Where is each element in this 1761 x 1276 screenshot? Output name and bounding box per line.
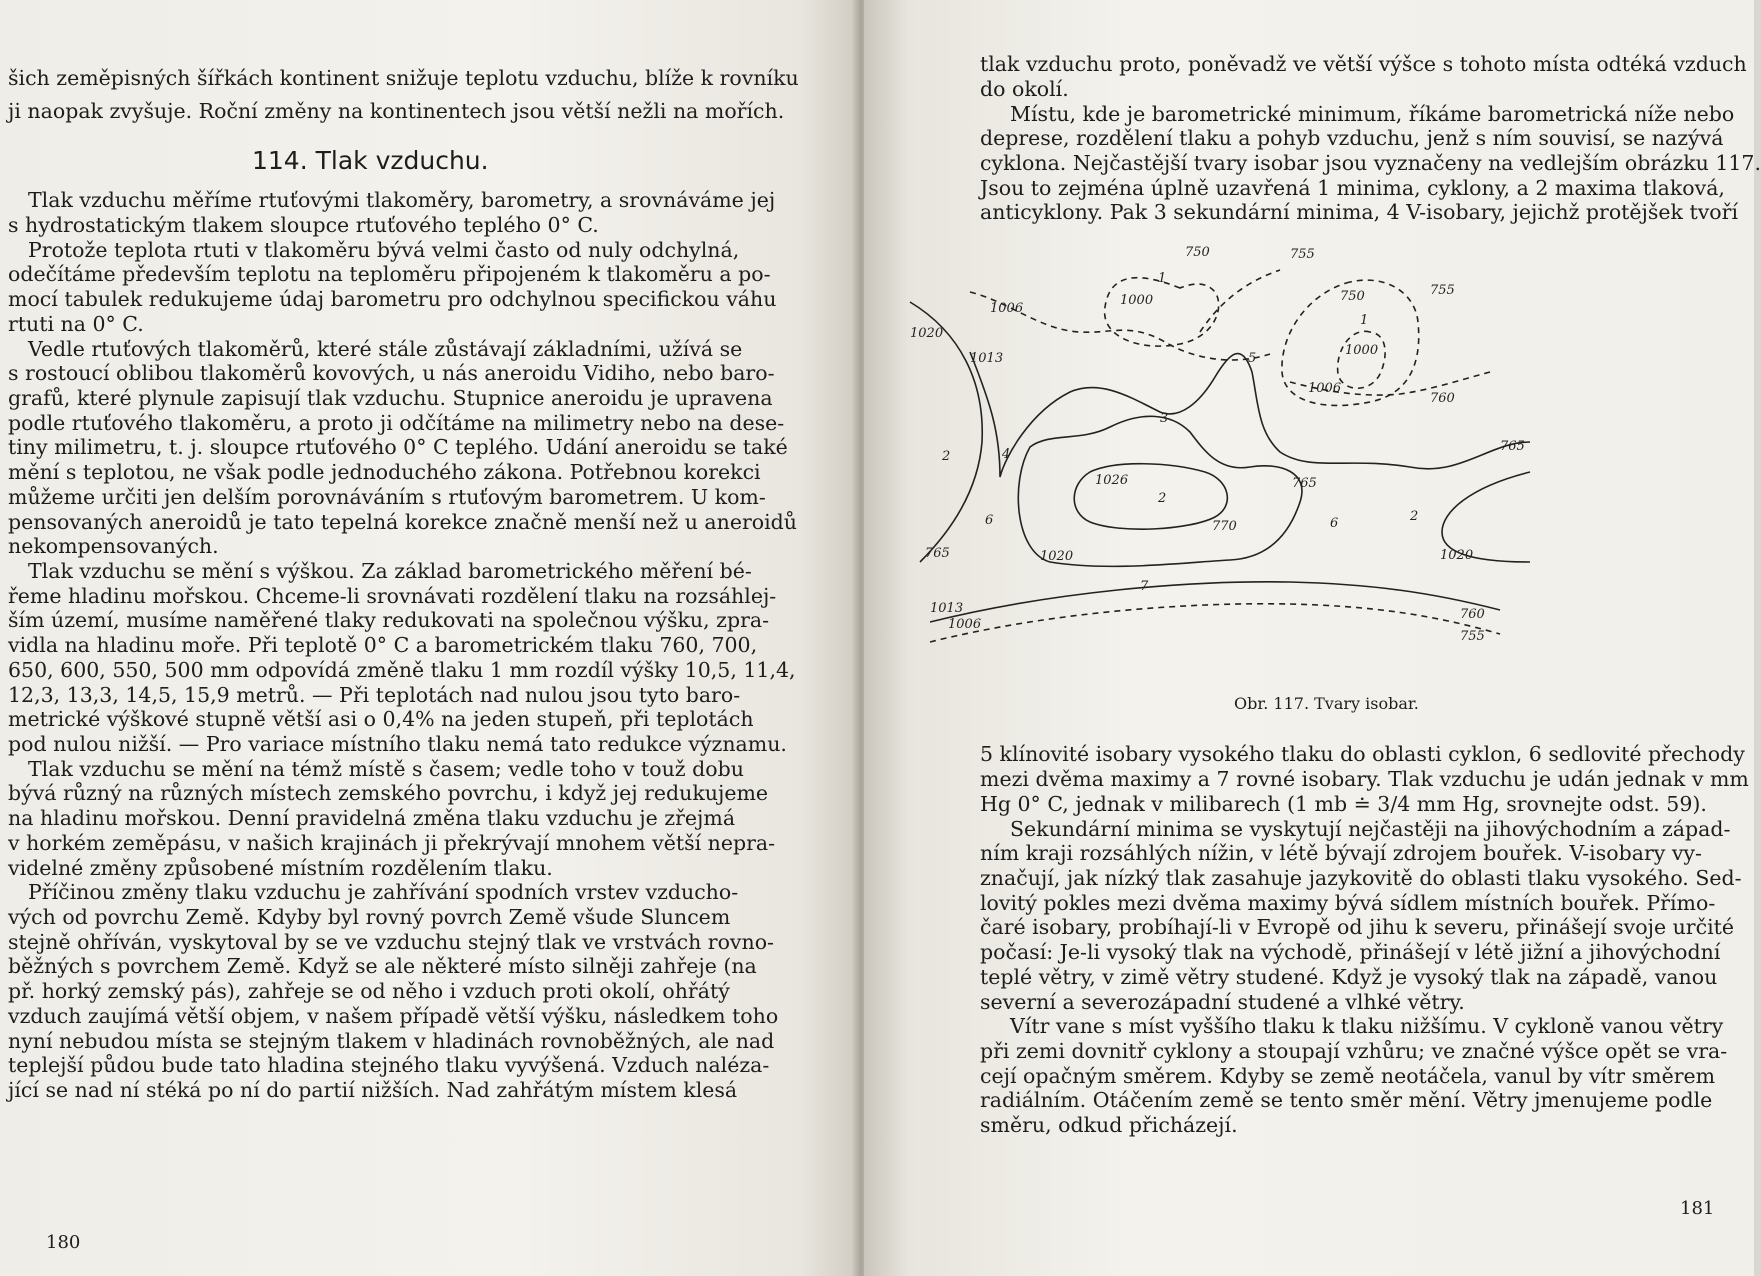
text-line: Sekundární minima se vyskytují nejčastěji na jihovýchodním a západ- [1010, 817, 1731, 841]
text-line: 650, 600, 550, 500 mm odpovídá změně tlaku 1 mm rozdíl výšky 10,5, 11,4, [8, 658, 796, 682]
text-line: směru, odkud přicházejí. [980, 1113, 1238, 1137]
text-line: tlak vzduchu proto, poněvadž ve větší výšce s tohoto místa odtéká vzduch [980, 52, 1747, 76]
text-line: deprese, rozdělení tlaku a pohyb vzduchu, jenž s ním souvisí, se nazývá [980, 126, 1724, 150]
isobar-750-right-minimum [1338, 331, 1386, 388]
text-line: mění s teplotou, ne však podle jednoduchého zákona. Potřebnou korekci [8, 460, 761, 484]
isobar-label: 4 [1002, 447, 1011, 462]
text-line: pod nulou nižší. — Pro variace místního tlaku nemá tato redukce významu. [8, 732, 787, 756]
text-line: s rostoucí oblibou tlakoměrů kovových, u nás aneroidu Vidiho, nebo baro- [8, 361, 775, 385]
isobar-label: 765 [1500, 439, 1525, 454]
isobar-label: 1006 [990, 301, 1024, 316]
isobar-label: 2 [1158, 491, 1167, 506]
text-line: s hydrostatickým tlakem sloupce rtuťového teplého 0° C. [8, 213, 599, 237]
figure-caption: Obr. 117. Tvary isobar. [1234, 694, 1419, 713]
text-line: Tlak vzduchu se mění s výškou. Za základ barometrického měření bé- [28, 559, 752, 583]
isobar-label: 760 [1460, 607, 1485, 622]
text-line: Vítr vane s míst vyššího tlaku k tlaku nižšímu. V cykloně vanou větry [1010, 1014, 1724, 1038]
text-line: ním kraji rozsáhlých nížin, v létě bývají zdrojem bouřek. V-isobary vy- [980, 841, 1702, 865]
text-line: odečítáme především teplotu na teploměru připojeném k tlakoměru a po- [8, 262, 771, 286]
isobar-label: 2 [1410, 509, 1419, 524]
text-line: při zemi dovnitř cyklony a stoupají vzhůru; ve značné výšce opět se vra- [980, 1039, 1728, 1063]
isobar-755-mid [1200, 270, 1280, 332]
isobar-label: 770 [1212, 519, 1237, 534]
isobar-label: 1020 [1040, 549, 1074, 564]
text-line: vých od povrchu Země. Kdyby byl rovný povrch Země všude Sluncem [8, 905, 731, 929]
text-line: běžných s povrchem Země. Když se ale některé místo silněji zahřeje (na [8, 954, 757, 978]
text-line: nekompensovaných. [8, 534, 219, 558]
text-line: ším území, musíme naměřené tlaky redukovati na společnou výšku, zpra- [8, 608, 770, 632]
isobar-figure [910, 245, 1710, 722]
isobar-label: 1 [1158, 271, 1167, 286]
left-page [0, 0, 860, 1276]
isobar-label: 3 [1160, 411, 1169, 426]
isobar-label: 1020 [910, 326, 944, 341]
text-line: čaré isobary, probíhají-li v Evropě od jihu k severu, přinášejí svoje určité [980, 915, 1734, 939]
text-line: severní a severozápadní studené a vlhké větry. [980, 990, 1465, 1014]
text-line: metrické výškové stupně větší asi o 0,4% na jeden stupeň, při teplotách [8, 707, 754, 731]
text-line: grafů, které plynule zapisují tlak vzduchu. Stupnice aneroidu je upravena [8, 386, 773, 410]
isobar-label: 1026 [1095, 473, 1129, 488]
text-line: lovitý pokles mezi dvěma maximy bývá sídlem místních bouřek. Přímo- [980, 891, 1716, 915]
text-line: vidla na hladinu moře. Při teplotě 0° C a barometrickém tlaku 760, 700, [8, 633, 758, 657]
text-line: pensovaných aneroidů je tato tepelná korekce značně menší než u aneroidů [8, 510, 798, 534]
isobar-label: 1006 [1308, 381, 1342, 396]
text-line: mezi dvěma maximy a 7 rovné isobary. Tlak vzduchu je udán jednak v mm [980, 767, 1749, 791]
text-line: 12,3, 13,3, 14,5, 15,9 metrů. — Při teplotách nad nulou jsou tyto baro- [8, 683, 741, 707]
isobar-label: 1020 [1440, 548, 1474, 563]
text-line: Místu, kde je barometrické minimum, říkáme barometrická níže nebo [1010, 102, 1735, 126]
text-line: značují, jak nízký tlak zasahuje jazykovitě do oblasti tlaku vysokého. Sed- [980, 866, 1742, 890]
text-line: bývá různý na různých místech zemského povrchu, i když jej redukujeme [8, 781, 769, 805]
text-line: tiny milimetru, t. j. sloupce rtuťového 0° C teplého. Udání aneroidu se také [8, 435, 788, 459]
isobar-label: 765 [1292, 476, 1317, 491]
isobar-1013-bottom [930, 582, 1500, 622]
isobar-label: 760 [1430, 391, 1455, 406]
isobar-label: 765 [925, 546, 950, 561]
text-line: můžeme určiti jen delším porovnáváním s rtuťovým barometrem. U kom- [8, 485, 766, 509]
page-number: 180 [46, 1232, 81, 1253]
text-line: počasí: Je-li vysoký tlak na východě, přinášejí v létě jižní a jihovýchodní [980, 940, 1721, 964]
text-line: rtuti na 0° C. [8, 312, 144, 336]
text-line: cyklona. Nejčastější tvary isobar jsou vyznačeny na vedlejším obrázku 117. [980, 151, 1761, 175]
text-line: nyní nebudou místa se stejným tlakem v hladinách rovnoběžných, ale nad [8, 1029, 775, 1053]
text-line: radiálním. Otáčením země se tento směr mění. Větry jmenujeme podle [980, 1088, 1713, 1112]
isobar-label: 1013 [930, 601, 964, 616]
text-line: Tlak vzduchu měříme rtuťovými tlakoměry, barometry, a srovnáváme jej [28, 188, 776, 212]
isobar-label: 750 [1340, 289, 1365, 304]
text-line: Vedle rtuťových tlakoměrů, které stále zůstávají základními, užívá se [28, 337, 743, 361]
text-line: anticyklony. Pak 3 sekundární minima, 4 V-isobary, jejichž protějšek tvoří [980, 200, 1738, 224]
isobar-label: 1000 [1120, 293, 1154, 308]
isobar-1013-v [970, 352, 1530, 477]
isobar-label: 2 [942, 449, 951, 464]
text-line: teplé větry, v zimě větry studené. Když je vysoký tlak na západě, vanou [980, 965, 1718, 989]
text-line: vzduch zaujímá větší objem, v našem případě větší výšku, následkem toho [8, 1004, 779, 1028]
isobar-label: 755 [1460, 629, 1485, 644]
text-line: videlné změny způsobené místním rozdělením tlaku. [8, 856, 553, 880]
text-line: př. horký zemský pás), zahřeje se od něho i vzduch proti okolí, ohřátý [8, 979, 730, 1003]
text-line: Jsou to zejména úplně uzavřená 1 minima, cyklony, a 2 maxima tlaková, [980, 176, 1725, 200]
isobar-label: 755 [1290, 247, 1315, 262]
text-line: šich zeměpisných šířkách kontinent snižuje teplotu vzduchu, blíže k rovníku [8, 66, 799, 90]
text-line: podle rtuťového tlakoměru, a proto ji odčítáme na milimetry nebo na dese- [8, 411, 785, 435]
text-line: na hladinu mořskou. Denní pravidelná změna tlaku vzduchu je zřejmá [8, 806, 736, 830]
text-line: stejně ohříván, vyskytoval by se ve vzduchu stejný tlak ve vrstvách rovno- [8, 930, 774, 954]
isobar-label: 5 [1248, 351, 1257, 366]
isobar-1006-bottom [930, 604, 1500, 642]
text-line: řeme hladinu mořskou. Chceme-li srovnávati rozdělení tlaku na rozsáhlej- [8, 584, 777, 608]
text-line: 5 klínovité isobary vysokého tlaku do oblasti cyklon, 6 sedlovité přechody [980, 742, 1745, 766]
text-line: cejí opačným směrem. Kdyby se země neotáčela, vanul by vítr směrem [980, 1064, 1716, 1088]
isobar-label: 7 [1140, 579, 1149, 594]
text-line: jící se nad ní stéká po ní do partií nižších. Nad zahřátým místem klesá [8, 1078, 738, 1102]
isobar-label: 6 [985, 513, 994, 528]
text-line: v horkém zeměpásu, v našich krajinách ji překrývají mnohem větší nepra- [8, 831, 776, 855]
isobar-label: 1013 [970, 351, 1004, 366]
isobar-750-left-minimum [1105, 278, 1219, 346]
text-line: ji naopak zvyšuje. Roční změny na kontinentech jsou větší nežli na mořích. [8, 99, 785, 123]
isobar-label: 750 [1185, 245, 1210, 260]
isobar-label: 6 [1330, 516, 1339, 531]
isobar-label: 1006 [948, 617, 982, 632]
text-line: Protože teplota rtuti v tlakoměru bývá velmi často od nuly odchylná, [28, 238, 740, 262]
text-line: Hg 0° C, jednak v milibarech (1 mb ≐ 3/4 mm Hg, srovnejte odst. 59). [980, 792, 1707, 816]
page-number: 181 [1680, 1198, 1715, 1219]
section-heading: 114. Tlak vzduchu. [252, 146, 489, 175]
text-line: teplejší půdou bude tato hladina stejného tlaku vyvýšená. Vzduch naléza- [8, 1053, 770, 1077]
isobar-label: 1000 [1345, 343, 1379, 358]
text-line: do okolí. [980, 77, 1069, 101]
isobar-label: 755 [1430, 283, 1455, 298]
text-line: mocí tabulek redukujeme údaj barometru pro odchylnou specifickou váhu [8, 287, 777, 311]
text-line: Tlak vzduchu se mění na témž místě s časem; vedle toho v touž dobu [28, 757, 744, 781]
isobar-label: 1 [1360, 313, 1369, 328]
text-line: Příčinou změny tlaku vzduchu je zahřívání spodních vrstev vzducho- [28, 880, 739, 904]
